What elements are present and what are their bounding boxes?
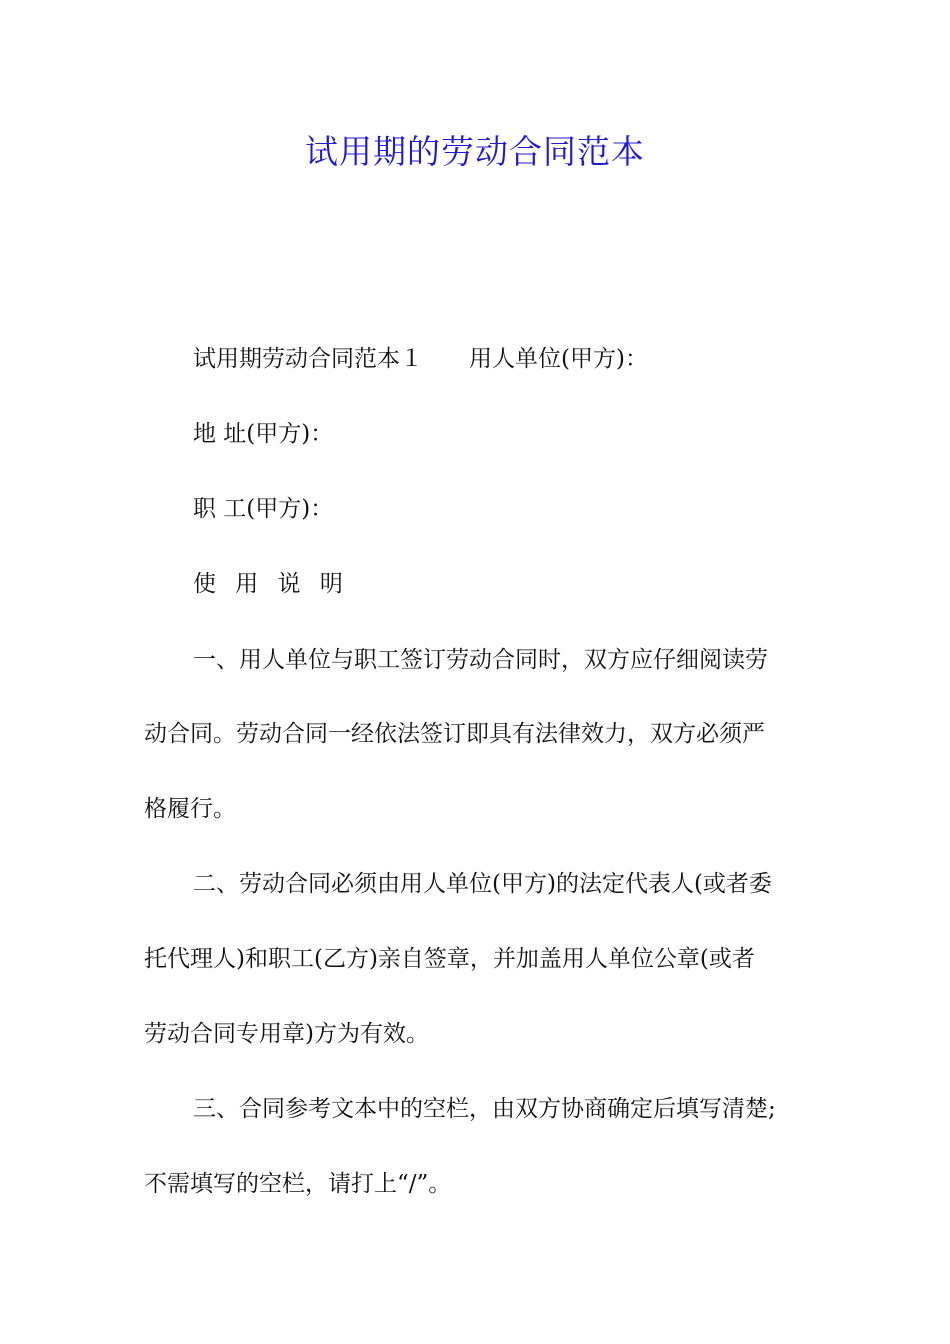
instructions-heading: 使 用 说 明	[193, 571, 349, 597]
paragraph-1-line-3: 格履行。	[144, 796, 236, 822]
employer-field-label: 用人单位(甲方)：	[469, 346, 648, 372]
header-line	[193, 343, 648, 375]
paragraph-3-line-1: 三、合同参考文本中的空栏，由双方协商确定后填写清楚;	[193, 1096, 776, 1122]
address-field-label: 地 址(甲方)：	[193, 421, 334, 447]
paragraph-2-line-2: 托代理人)和职工(乙方)亲自签章，并加盖用人单位公章(或者	[144, 946, 755, 972]
contract-sample-label: 试用期劳动合同范本１	[193, 346, 423, 372]
paragraph-3-line-2: 不需填写的空栏，请打上“/”。	[144, 1171, 452, 1197]
paragraph-1-line-2: 动合同。劳动合同一经依法签订即具有法律效力，双方必须严	[144, 721, 765, 747]
paragraph-2-line-1: 二、劳动合同必须由用人单位(甲方)的法定代表人(或者委	[193, 871, 772, 897]
document-title: 试用期的劳动合同范本	[305, 132, 645, 171]
paragraph-1-line-1: 一、用人单位与职工签订劳动合同时，双方应仔细阅读劳	[193, 647, 768, 673]
employee-field-label: 职 工(甲方)：	[193, 496, 334, 522]
paragraph-2-line-3: 劳动合同专用章)方为有效。	[144, 1021, 429, 1047]
